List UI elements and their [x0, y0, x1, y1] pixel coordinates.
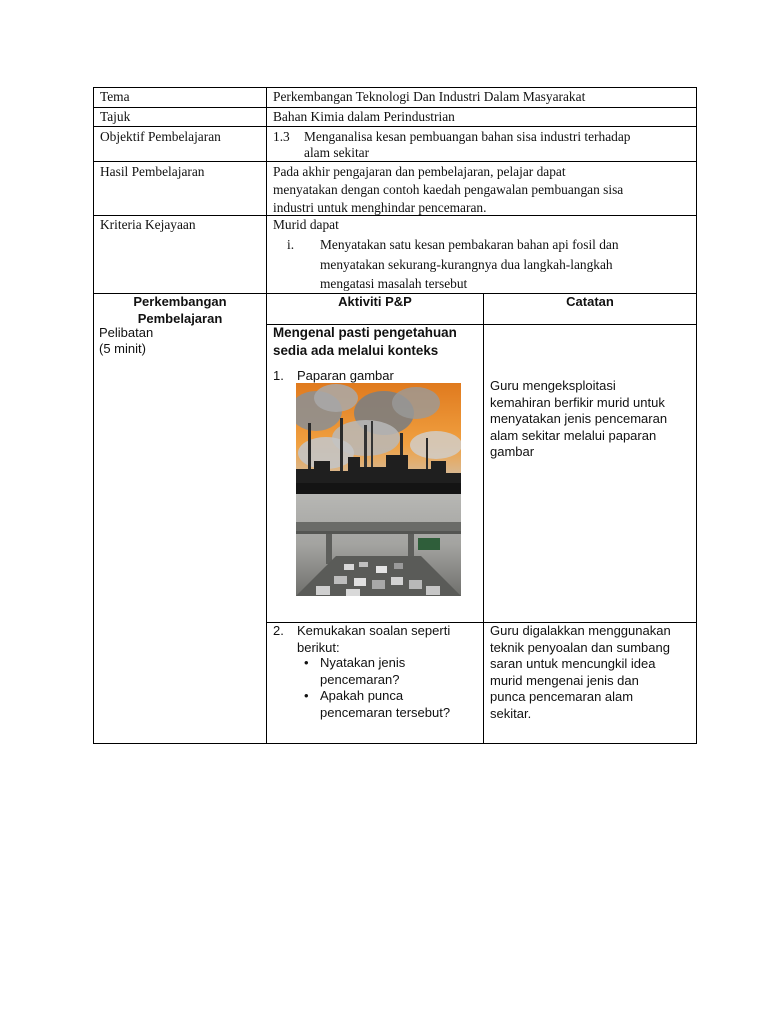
step1-number: 1.	[273, 368, 284, 383]
header-line: Perkembangan	[133, 294, 227, 309]
row-divider	[93, 161, 697, 162]
traffic-smog-photo	[296, 494, 461, 596]
list-item-line: • Nyatakan jenis	[320, 655, 406, 670]
activity-heading-line: Mengenal pasti pengetahuan	[273, 325, 457, 340]
activity-heading	[273, 324, 457, 360]
header-catatan: Catatan	[566, 294, 614, 309]
objektif-line: Menganalisa kesan pembuangan bahan sisa industri terhadap	[304, 129, 631, 144]
row-divider	[93, 126, 697, 127]
step2-text	[297, 623, 450, 656]
header-aktiviti: Aktiviti P&P	[338, 294, 412, 309]
note-line: menyatakan jenis pencemaran	[490, 411, 668, 426]
kriteria-intro: Murid dapat	[273, 217, 339, 232]
value-tajuk: Bahan Kimia dalam Perindustrian	[273, 109, 455, 124]
step2-text-line: berikut:	[297, 639, 340, 655]
label-hasil: Hasil Pembelajaran	[100, 164, 205, 179]
header-perkembangan	[94, 294, 266, 327]
note-line: murid mengenai jenis dan	[490, 672, 639, 688]
note-line: saran untuk mencungkil idea	[490, 656, 656, 671]
column-divider	[266, 87, 267, 744]
label-tajuk: Tajuk	[100, 109, 131, 124]
list-item	[294, 688, 450, 721]
label-kriteria: Kriteria Kejayaan	[100, 217, 196, 232]
stage-duration: (5 minit)	[99, 341, 146, 356]
note-line: teknik penyoalan dan sumbang	[490, 639, 670, 655]
hasil-line: industri untuk menghindar pencemaran.	[273, 200, 487, 215]
note-line: Guru digalakkan menggunakan	[490, 623, 671, 638]
kriteria-item-marker: i.	[287, 237, 295, 252]
value-tema: Perkembangan Teknologi Dan Industri Dalam Masyarakat	[273, 89, 586, 104]
table-border-left	[93, 87, 94, 744]
industrial-pollution-image	[296, 383, 461, 494]
stage-name: Pelibatan	[99, 325, 154, 340]
note-line: punca pencemaran alam	[490, 689, 634, 704]
table-border-bottom	[93, 743, 697, 744]
list-item	[294, 655, 450, 688]
objektif-number: 1.3	[273, 129, 290, 144]
step2-number: 2.	[273, 623, 284, 638]
list-item-line: • Apakah punca	[320, 688, 404, 703]
kriteria-item-line: menyatakan sekurang-kurangnya dua langkah-langkah	[320, 257, 613, 272]
list-item-line: pencemaran?	[320, 671, 400, 687]
kriteria-item-line: mengatasi masalah tersebut	[320, 276, 468, 291]
traffic-smog-image	[296, 494, 461, 596]
note-2	[490, 623, 671, 722]
note-1	[490, 378, 667, 461]
hasil-line: Pada akhir pengajaran dan pembelajaran, pelajar dapat	[273, 164, 566, 179]
note-line: Guru mengeksploitasi	[490, 378, 616, 393]
question-list	[294, 655, 450, 721]
label-tema: Tema	[100, 89, 130, 104]
step1-text: Paparan gambar	[297, 368, 394, 383]
list-item-line: pencemaran tersebut?	[320, 704, 451, 720]
note-line: gambar	[490, 444, 535, 459]
column-divider	[483, 293, 484, 744]
industrial-pollution-photo	[296, 383, 461, 494]
note-line: sekitar.	[490, 705, 532, 721]
label-objektif: Objektif Pembelajaran	[100, 129, 221, 144]
header-line: Pembelajaran	[137, 310, 223, 326]
table-border-right	[696, 87, 697, 744]
activity-heading-line: sedia ada melalui konteks	[273, 343, 439, 358]
objektif-line: alam sekitar	[304, 145, 370, 160]
note-line: kemahiran berfikir murid untuk	[490, 394, 665, 410]
note-line: alam sekitar melalui paparan	[490, 427, 657, 443]
hasil-line: menyatakan dengan contoh kaedah pengawalan pembuangan sisa	[273, 182, 624, 197]
step2-text-line: Kemukakan soalan seperti	[297, 623, 451, 638]
kriteria-item-line: Menyatakan satu kesan pembakaran bahan api fosil dan	[320, 237, 619, 252]
